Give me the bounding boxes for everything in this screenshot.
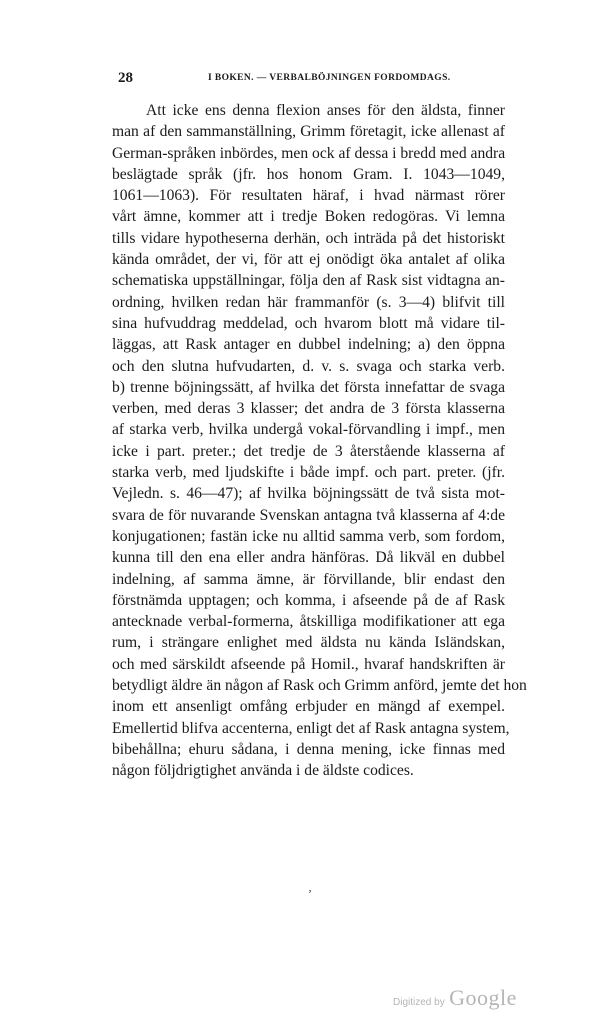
watermark-prefix: Digitized by <box>393 997 445 1008</box>
text-line: Vejledn. s. 46—47); af hvilka böjningssätt de två sista mot- <box>112 485 505 503</box>
text-line: rum, i strängare enlighet med äldsta nu kända Isländskan, <box>112 634 505 652</box>
text-line: Att icke ens denna flexion anses för den äldsta, finner <box>146 102 505 119</box>
text-line: indelning, af samma ämne, är förvillande, blir endast den <box>112 570 505 588</box>
text-line: man af den sammanställning, Grimm företagit, icke allenast af <box>112 123 505 141</box>
text-line: vårt ämne, kommer att i tredje Boken redogöras. Vi lemna <box>112 208 505 226</box>
text-line: icke i part. preter.; det tredje de 3 återstående klasserna af <box>112 442 505 460</box>
running-head <box>118 70 498 90</box>
google-logo-text: Google <box>449 985 517 1010</box>
text-line: kända området, der vi, för att ej onödigt öka antalet af olika <box>112 251 505 269</box>
stray-mark: ‚ <box>308 880 312 894</box>
text-line: 1061—1063). För resultaten häraf, i hvad närmast rörer <box>112 187 505 205</box>
text-line: antecknade verbal-formerna, åtskilliga modifikationer att ega <box>112 613 505 631</box>
body-paragraph <box>112 100 527 782</box>
text-line: kunna till den ena eller andra hänföras. Då likväl en dubbel <box>112 549 505 567</box>
text-line: af starka verb, hvilka undergå vokal-förvandling i impf., men <box>112 421 505 439</box>
text-line: ordning, hvilken redan här frammanför (s. 3—4) blifvit till <box>112 293 505 311</box>
text-line: tills vidare hypotheserna derhän, och inträda på det historiskt <box>112 229 505 247</box>
text-line: schematiska uppställningar, följa den af Rask sist vidtagna an- <box>112 272 505 290</box>
text-line: konjugationen; fastän icke nu alltid samma verb, som fordom, <box>112 527 505 545</box>
text-line: någon följdrigtighet använda i de äldste codices. <box>112 762 414 780</box>
text-line: bibehållna; ehuru sådana, i denna mening, icke finnas med <box>112 740 505 758</box>
text-line: starka verb, med ljudskifte i både impf. och part. preter. (jfr. <box>112 464 505 482</box>
text-line: och med särskildt afseende på Homil., hvaraf handskriften är <box>112 655 505 673</box>
text-line: b) trenne böjningssätt, af hvilka det första innefattar de svaga <box>112 378 505 396</box>
running-head-title: I BOKEN. — VERBALBÖJNINGEN FORDOMDAGS. <box>208 73 451 83</box>
text-line: verben, med deras 3 klasser; det andra de 3 första klasserna <box>112 400 505 418</box>
page-number: 28 <box>118 70 133 86</box>
text-line: sina hufvuddrag meddelad, och hvarom blott må vidare til- <box>112 314 505 332</box>
text-line: Emellertid blifva accenterna, enligt det af Rask antagna system, <box>112 719 510 737</box>
text-line: och den slutna hufvudarten, d. v. s. svaga och starka verb. <box>112 357 505 375</box>
text-line: beslägtade språk (jfr. hos honom Gram. I. 1043—1049, <box>112 165 505 183</box>
text-line: betydligt äldre än någon af Rask och Grimm anförd, jemte det hon <box>112 677 527 695</box>
text-line: inom ett ansenligt omfång erbjuder en mängd af exempel. <box>112 698 505 716</box>
digitized-by-google-watermark <box>393 985 517 1011</box>
text-line: läggas, att Rask antager en dubbel indelning; a) den öppna <box>112 336 505 354</box>
text-line: svara de för nuvarande Svenskan antagna två klasserna af 4:de <box>112 506 505 524</box>
text-line: German-språken inbördes, men ock af dessa i bredd med andra <box>112 144 506 162</box>
text-line: förstnämda upptagen; och komma, i afseende på de af Rask <box>112 591 505 609</box>
